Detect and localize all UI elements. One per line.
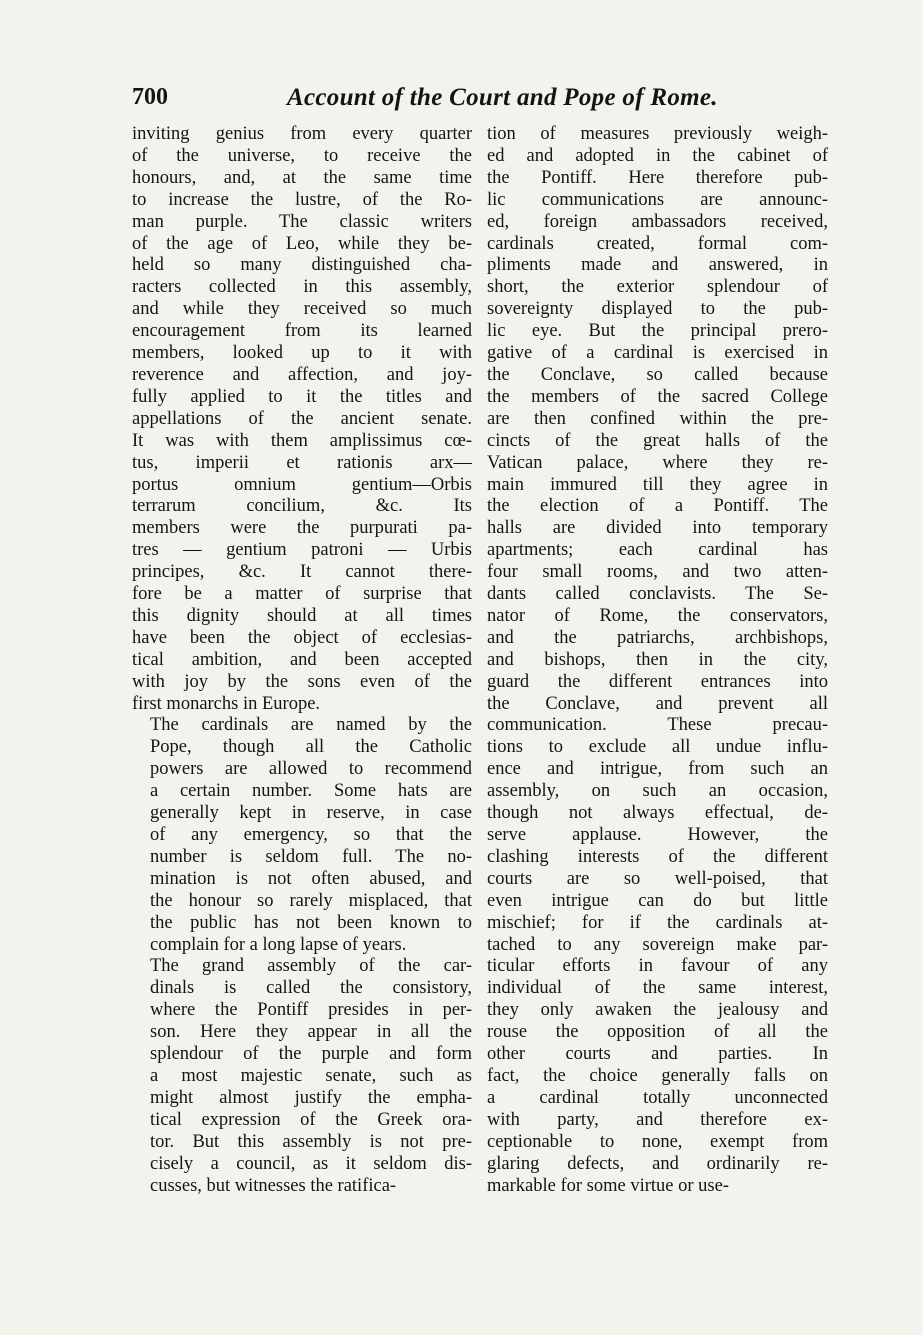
text-line: rouse the opposition of all the — [487, 1022, 828, 1043]
text-line: man purple. The classic writers — [132, 211, 472, 232]
text-line: guard the different entrances into — [487, 671, 828, 692]
text-line: splendour of the purple and form — [150, 1044, 472, 1065]
text-line: a cardinal totally unconnected — [487, 1087, 828, 1108]
text-line: Pope, though all the Catholic — [150, 737, 472, 758]
text-line: they only awaken the jealousy and — [487, 1000, 828, 1021]
text-line: of any emergency, so that the — [150, 825, 472, 845]
text-line: have been the object of ecclesias- — [132, 627, 472, 648]
text-line: lic communications are announc- — [487, 189, 828, 210]
text-line: fact, the choice generally falls on — [487, 1065, 828, 1086]
text-line: courts are so well-poised, that — [487, 868, 828, 889]
text-line: the Conclave, and prevent all — [487, 693, 828, 714]
text-line: though not always effectual, de- — [487, 803, 828, 824]
text-line: fully applied to it the titles and — [132, 386, 472, 407]
text-line: and bishops, then in the city, — [487, 649, 828, 670]
text-line: ed and adopted in the cabinet of — [487, 145, 828, 166]
text-line: cardinals created, formal com- — [487, 233, 828, 254]
text-line: to increase the lustre, of the Ro- — [132, 189, 472, 210]
paragraph-academy-history — [132, 124, 472, 715]
text-line: portus omnium gentium—Orbis — [132, 474, 472, 495]
text-line: the members of the sacred College — [487, 386, 828, 407]
running-title: Account of the Court and Pope of Rome. — [287, 84, 718, 111]
text-line: four small rooms, and two atten- — [487, 562, 828, 583]
left-column — [132, 124, 472, 1197]
text-line: glaring defects, and ordinarily re- — [487, 1153, 828, 1174]
text-line: tions to exclude all undue influ- — [487, 737, 828, 758]
text-line: short, the exterior splendour of — [487, 277, 828, 298]
text-line: of the age of Leo, while they be- — [132, 233, 472, 254]
text-line: the election of a Pontiff. The — [487, 496, 828, 517]
text-line: first monarchs in Europe. — [132, 693, 321, 714]
text-line: of the universe, to receive the — [132, 145, 472, 166]
text-line: powers are allowed to recommend — [150, 759, 472, 780]
text-line: lic eye. But the principal prero- — [487, 321, 828, 342]
text-line: It was with them amplissimus cœ- — [132, 430, 472, 451]
text-line: cisely a council, as it seldom dis- — [150, 1153, 472, 1174]
page-number: 700 — [132, 84, 168, 110]
text-line: members, looked up to it with — [132, 343, 472, 364]
text-line: tus, imperii et rationis arx— — [132, 452, 472, 473]
text-line: held so many distinguished cha- — [132, 255, 472, 276]
text-line: and the patriarchs, archbishops, — [487, 627, 828, 648]
text-line: with party, and therefore ex- — [487, 1109, 828, 1130]
text-line: members were the purpurati pa- — [132, 518, 472, 539]
text-line: mischief; for if the cardinals at- — [487, 912, 828, 933]
text-line: son. Here they appear in all the — [150, 1022, 472, 1043]
text-line: inviting genius from every quarter — [132, 124, 472, 144]
text-line: ence and intrigue, from such an — [487, 759, 828, 780]
text-line: reverence and affection, and joy- — [132, 364, 472, 385]
text-line: dants called conclavists. The Se- — [487, 584, 828, 605]
text-line: the Pontiff. Here therefore pub- — [487, 167, 828, 188]
text-line: and while they received so much — [132, 299, 472, 320]
text-line: racters collected in this assembly, — [132, 277, 472, 298]
text-line: nator of Rome, the conservators, — [487, 605, 828, 626]
text-line: the honour so rarely misplaced, that — [150, 890, 472, 911]
text-line: ticular efforts in favour of any — [487, 956, 828, 977]
page-header — [132, 84, 832, 116]
text-line: ed, foreign ambassadors received, — [487, 211, 828, 232]
text-line: cusses, but witnesses the ratifica- — [150, 1175, 397, 1196]
text-line: mination is not often abused, and — [150, 868, 472, 889]
text-line: sovereignty displayed to the pub- — [487, 299, 828, 320]
text-line: Vatican palace, where they re- — [487, 452, 828, 473]
text-line: tical expression of the Greek ora- — [150, 1109, 472, 1130]
text-line: fore be a matter of surprise that — [132, 584, 472, 605]
text-line: halls are divided into temporary — [487, 518, 828, 539]
text-line: The cardinals are named by the — [150, 715, 472, 736]
text-line: terrarum concilium, &c. Its — [132, 496, 472, 517]
text-line: where the Pontiff presides in per- — [150, 1000, 472, 1021]
text-line: apartments; each cardinal has — [487, 540, 828, 561]
text-line: main immured till they agree in — [487, 474, 828, 495]
text-line: the public has not been known to — [150, 912, 472, 933]
text-line: communication. These precau- — [487, 715, 828, 736]
text-line: assembly, on such an occasion, — [487, 781, 828, 802]
text-line: number is seldom full. The no- — [150, 846, 472, 867]
text-line: with joy by the sons even of the — [132, 671, 472, 692]
text-line: tical ambition, and been accepted — [132, 649, 472, 670]
text-line: appellations of the ancient senate. — [132, 408, 472, 429]
text-line: tached to any sovereign make par- — [487, 934, 828, 955]
text-line: even intrigue can do but little — [487, 890, 828, 911]
paragraph-cardinal-nomination — [132, 715, 472, 956]
text-line: this dignity should at all times — [132, 605, 472, 626]
text-line: complain for a long lapse of years. — [150, 934, 407, 955]
text-line: a certain number. Some hats are — [150, 781, 472, 802]
text-line: are then confined within the pre- — [487, 408, 828, 429]
text-line: encouragement from its learned — [132, 321, 472, 342]
text-line: the Conclave, so called because — [487, 364, 828, 385]
text-line: tor. But this assembly is not pre- — [150, 1131, 472, 1152]
text-line: cincts of the great halls of the — [487, 430, 828, 451]
text-line: gative of a cardinal is exercised in — [487, 343, 828, 364]
text-line: principes, &c. It cannot there- — [132, 562, 472, 583]
text-line: clashing interests of the different — [487, 846, 828, 867]
text-line: individual of the same interest, — [487, 978, 828, 999]
text-line: other courts and parties. In — [487, 1044, 828, 1065]
right-column — [487, 124, 828, 1197]
paragraph-conclave — [487, 124, 828, 1197]
text-line: generally kept in reserve, in case — [150, 803, 472, 824]
text-line: serve applause. However, the — [487, 825, 828, 845]
text-line: tion of measures previously weigh- — [487, 124, 828, 144]
paragraph-consistory — [132, 956, 472, 1197]
text-line: ceptionable to none, exempt from — [487, 1131, 828, 1152]
text-line: dinals is called the consistory, — [150, 978, 472, 999]
text-line: might almost justify the empha- — [150, 1087, 472, 1108]
text-line: markable for some virtue or use- — [487, 1175, 729, 1196]
text-line: honours, and, at the same time — [132, 167, 472, 188]
text-line: a most majestic senate, such as — [150, 1065, 472, 1086]
text-line: tres — gentium patroni — Urbis — [132, 540, 472, 561]
text-line: pliments made and answered, in — [487, 255, 828, 276]
text-line: The grand assembly of the car- — [150, 956, 472, 977]
